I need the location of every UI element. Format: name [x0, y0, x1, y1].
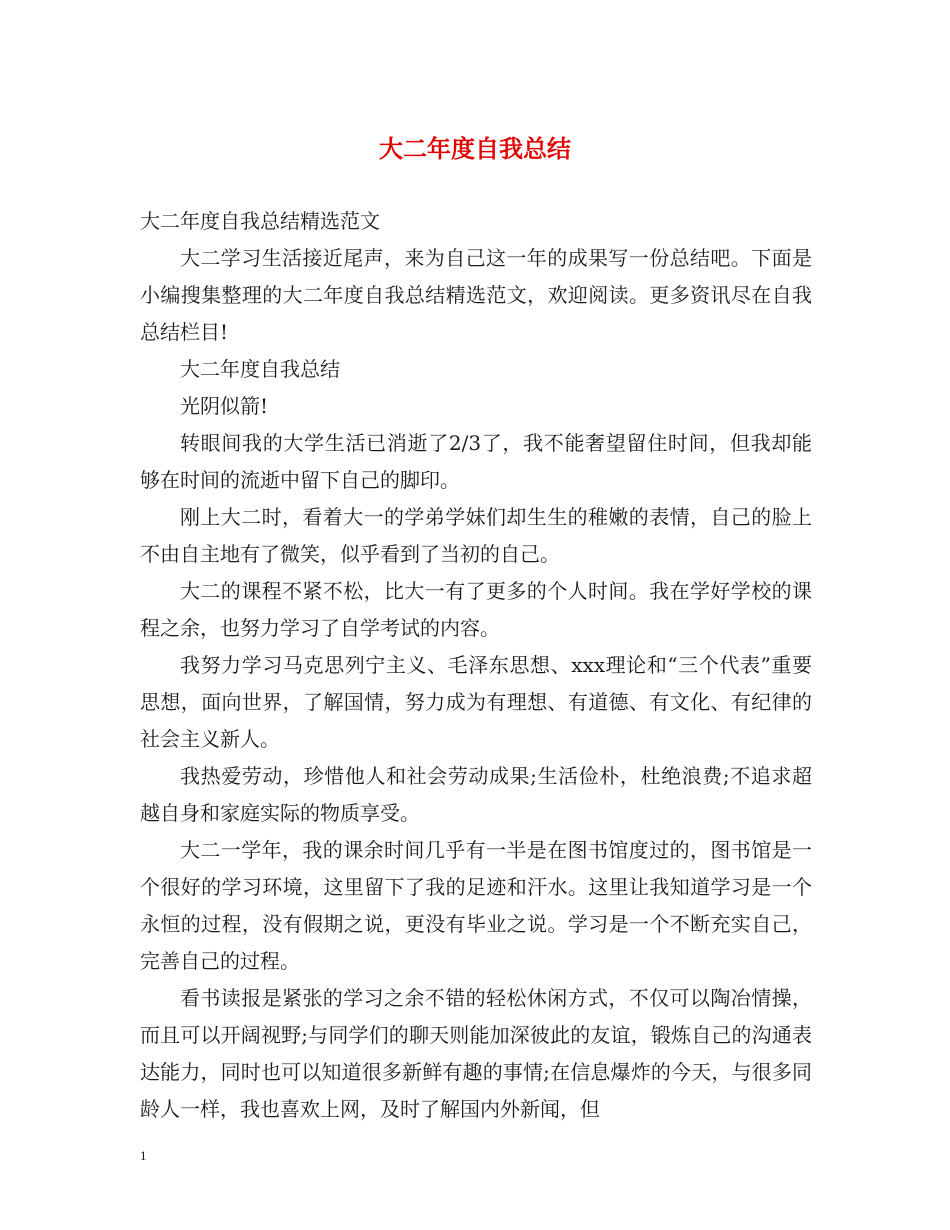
- paragraph: 看书读报是紧张的学习之余不错的轻松休闲方式，不仅可以陶冶情操，而且可以开阔视野;与同学们的聊天则能加深彼此的友谊，锻炼自己的沟通表达能力，同时也可以知道很多新鲜有趣的事情;在信息爆炸的今天，与很多同龄人一样，我也喜欢上网，及时了解国内外新闻，但: [140, 986, 812, 1121]
- page-number: 1: [140, 1148, 147, 1163]
- paragraph: 我热爱劳动，珍惜他人和社会劳动成果;生活俭朴，杜绝浪费;不追求超越自身和家庭实际的物质享受。: [140, 764, 812, 825]
- paragraph: 光阴似箭!: [180, 394, 269, 418]
- paragraph-subtitle: 大二年度自我总结精选范文: [140, 209, 380, 233]
- document-title: 大二年度自我总结: [379, 134, 571, 163]
- paragraph: 大二的课程不紧不松，比大一有了更多的个人时间。我在学好学校的课程之余，也努力学习了自学考试的内容。: [140, 579, 812, 640]
- paragraph-intro: 大二学习生活接近尾声，来为自己这一年的成果写一份总结吧。下面是小编搜集整理的大二年度自我总结精选范文，欢迎阅读。更多资讯尽在自我总结栏目!: [140, 246, 812, 344]
- paragraph-heading: 大二年度自我总结: [180, 357, 340, 381]
- paragraph: 转眼间我的大学生活已消逝了2/3了，我不能奢望留住时间，但我却能够在时间的流逝中留下自己的脚印。: [140, 431, 812, 492]
- paragraph: 大二一学年，我的课余时间几乎有一半是在图书馆度过的，图书馆是一个很好的学习环境，这里留下了我的足迹和汗水。这里让我知道学习是一个永恒的过程，没有假期之说，更没有毕业之说。学习是一个不断充实自己，完善自己的过程。: [140, 838, 812, 973]
- paragraph: 我努力学习马克思列宁主义、毛泽东思想、xxx理论和“三个代表”重要思想，面向世界，了解国情，努力成为有理想、有道德、有文化、有纪律的社会主义新人。: [140, 653, 812, 751]
- document-body: [140, 203, 812, 1128]
- paragraph: 刚上大二时，看着大一的学弟学妹们却生生的稚嫩的表情，自己的脸上不由自主地有了微笑，似乎看到了当初的自己。: [140, 505, 812, 566]
